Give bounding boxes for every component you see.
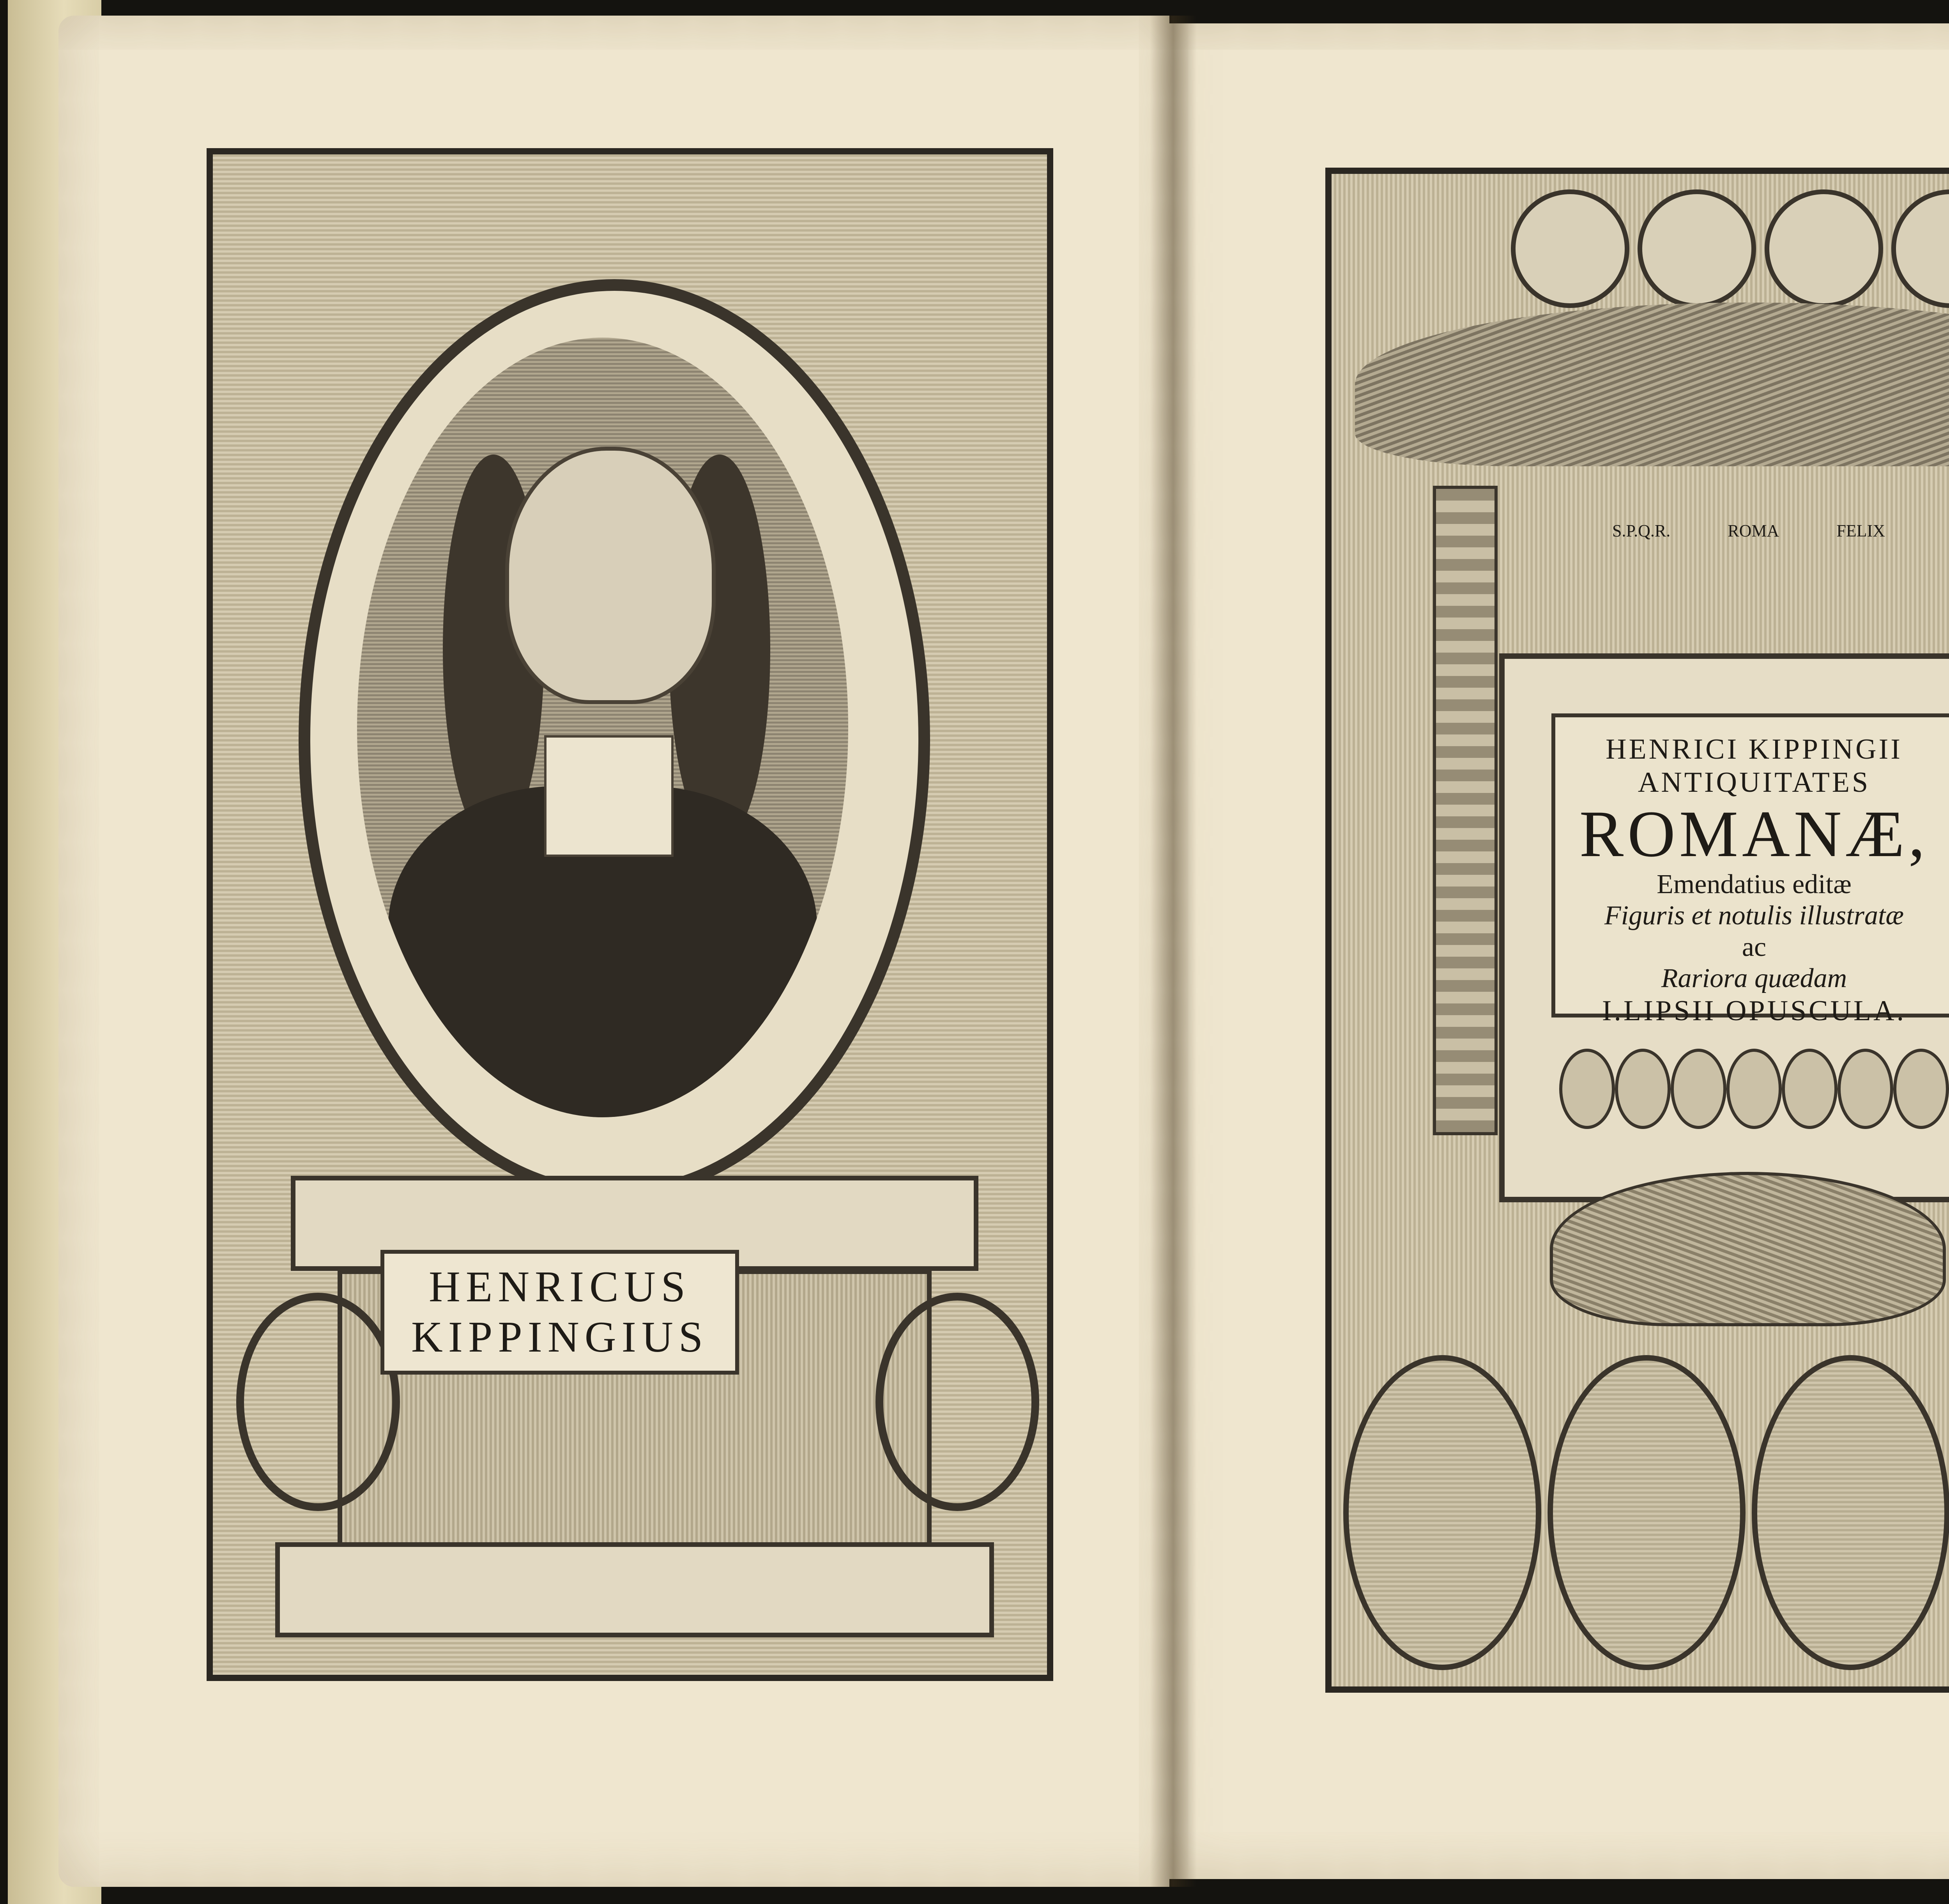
coin-5 [1782, 1049, 1838, 1129]
title-line-romanae: ROMANÆ, [1579, 797, 1929, 871]
capitoline-wolf [1550, 1172, 1946, 1326]
coin-1 [1559, 1049, 1615, 1129]
title-line-ac: ac [1742, 932, 1767, 962]
roundel-circus [1548, 1355, 1746, 1670]
title-line-figuris: Figuris et notulis illustratæ [1604, 901, 1904, 931]
acanthus-scroll-left [236, 1293, 400, 1511]
spqr-label: S.P.Q.R. [1612, 521, 1671, 540]
acanthus-scroll-right [875, 1293, 1039, 1511]
title-line-antiquitates: ANTIQUITATES [1638, 766, 1871, 799]
portrait-oval-frame [299, 279, 930, 1199]
coin-4 [1726, 1049, 1782, 1129]
left-page [58, 16, 1169, 1887]
portrait-engraving [357, 338, 848, 1117]
title-panel [1551, 713, 1949, 1027]
title-line-author: HENRICI KIPPINGII [1606, 733, 1903, 765]
frontispiece-plate [1325, 168, 1949, 1693]
coin-3 [1671, 1049, 1726, 1129]
emperor-medallions [1511, 189, 1949, 306]
medallion-1 [1511, 189, 1629, 308]
book-gutter [1150, 16, 1197, 1887]
scene-roundels [1343, 1355, 1949, 1675]
medallion-3 [1765, 189, 1883, 308]
emblem-labels [1612, 521, 1885, 552]
medallion-4 [1891, 189, 1949, 308]
roundel-adlocutio [1343, 1355, 1541, 1670]
roma-label: ROMA [1728, 521, 1779, 540]
portrait-pedestal [260, 1176, 1000, 1636]
roundel-fire-sacrifice [1752, 1355, 1949, 1670]
portrait-plate [207, 148, 1053, 1681]
roman-eagle [1355, 303, 1949, 466]
title-monument [1499, 653, 1949, 1202]
plaque-line-1: HENRICUS [428, 1263, 691, 1311]
plaque-line-2: KIPPINGIUS [411, 1313, 709, 1361]
title-line-emendatius: Emendatius editæ [1657, 869, 1852, 899]
hanging-coins [1559, 1049, 1949, 1127]
coin-7 [1893, 1049, 1949, 1129]
right-page [1169, 23, 1949, 1879]
pedestal-base [275, 1542, 994, 1637]
portrait-collar [544, 735, 674, 857]
medallion-2 [1638, 189, 1756, 308]
title-line-rariora: Rariora quædam [1661, 963, 1847, 994]
name-plaque [380, 1250, 739, 1375]
felix-label: FELIX [1836, 521, 1885, 540]
title-line-lipsii: I.LIPSII OPUSCULA. [1602, 994, 1907, 1027]
coin-6 [1838, 1049, 1893, 1129]
portrait-face [505, 447, 716, 704]
coin-2 [1615, 1049, 1671, 1129]
triumphal-column-left [1433, 486, 1498, 1135]
